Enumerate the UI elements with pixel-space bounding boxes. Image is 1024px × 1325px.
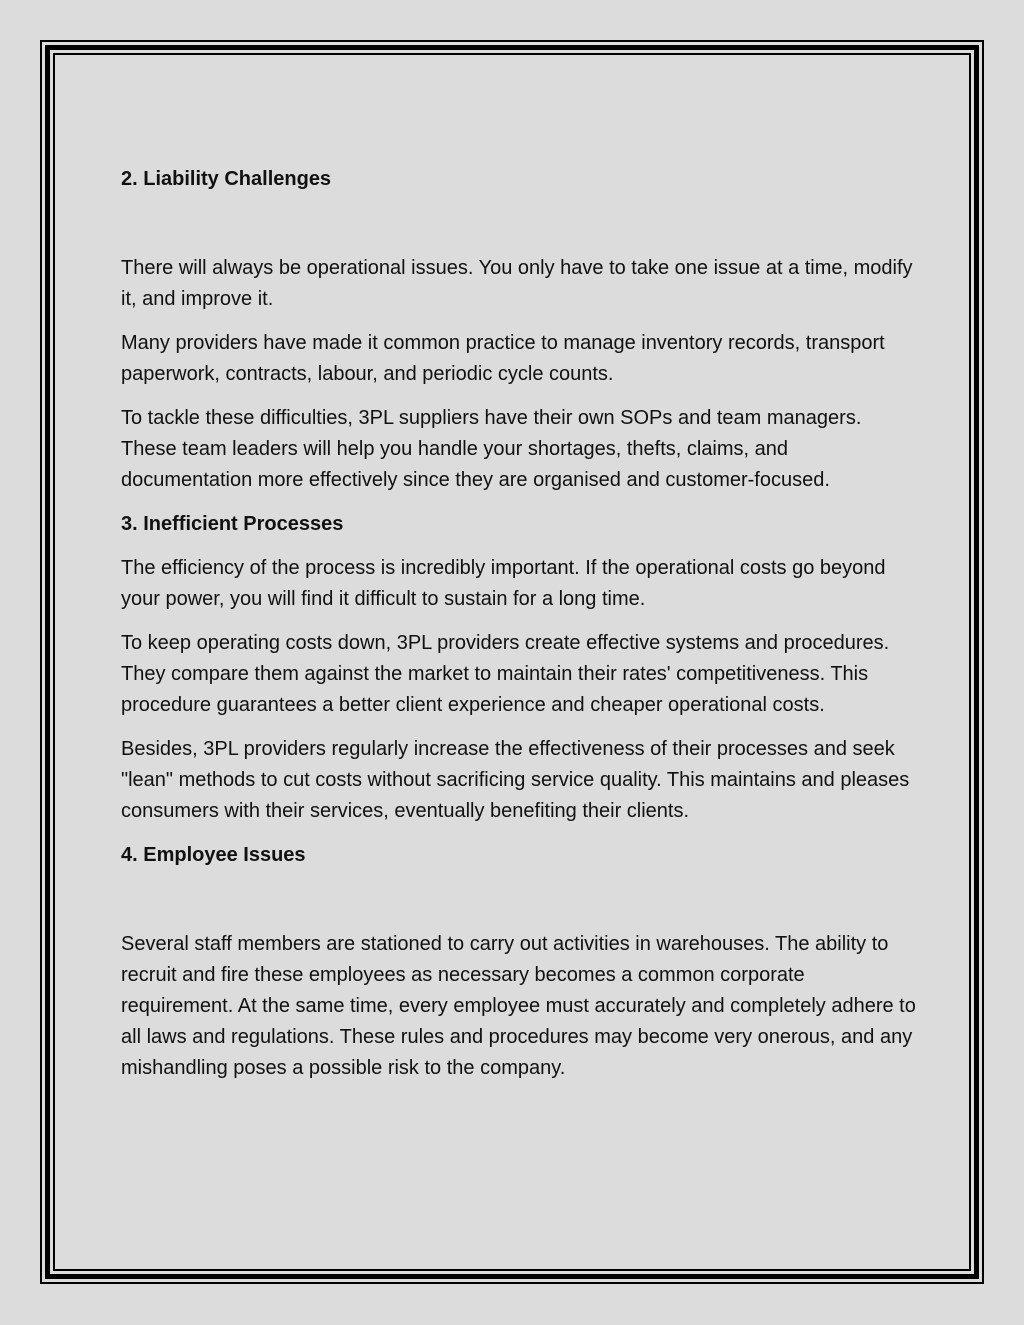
section-heading-employee-issues: 4. Employee Issues [121,844,306,866]
paragraph: Besides, 3PL providers regularly increase the effectiveness of their processes and seek "lean" methods to cut costs without sacrificing service quality. This maintains and pleases consumers with their services, eventually benefiting their clients. [121,738,910,822]
paragraph: Several staff members are stationed to carry out activities in warehouses. The ability to recruit and fire these employees as necessary becomes a common corporate requirement. At the same time, every employee must accurately and completely adhere to all laws and regulations. These rules and procedures may become very onerous, and any mishandling poses a possible risk to the company. [121,933,916,1079]
paragraph: To keep operating costs down, 3PL providers create effective systems and procedures. They compare them against the market to maintain their rates' competitiveness. This procedure guarantees a better client experience and cheaper operational costs. [121,632,890,716]
paragraph: The efficiency of the process is incredibly important. If the operational costs go beyond your power, you will find it difficult to sustain for a long time. [121,557,886,610]
section-heading-liability-challenges: 2. Liability Challenges [121,168,332,190]
section-heading-inefficient-processes: 3. Inefficient Processes [121,513,344,535]
paragraph: There will always be operational issues. You only have to take one issue at a time, modify it, and improve it. [121,257,913,310]
paragraph: To tackle these difficulties, 3PL suppliers have their own SOPs and team managers. These team leaders will help you handle your shortages, thefts, claims, and documentation more effectively since they are organised and customer-focused. [121,407,862,491]
paragraph: Many providers have made it common practice to manage inventory records, transport paperwork, contracts, labour, and periodic cycle counts. [121,332,885,385]
document-body [121,164,921,1097]
